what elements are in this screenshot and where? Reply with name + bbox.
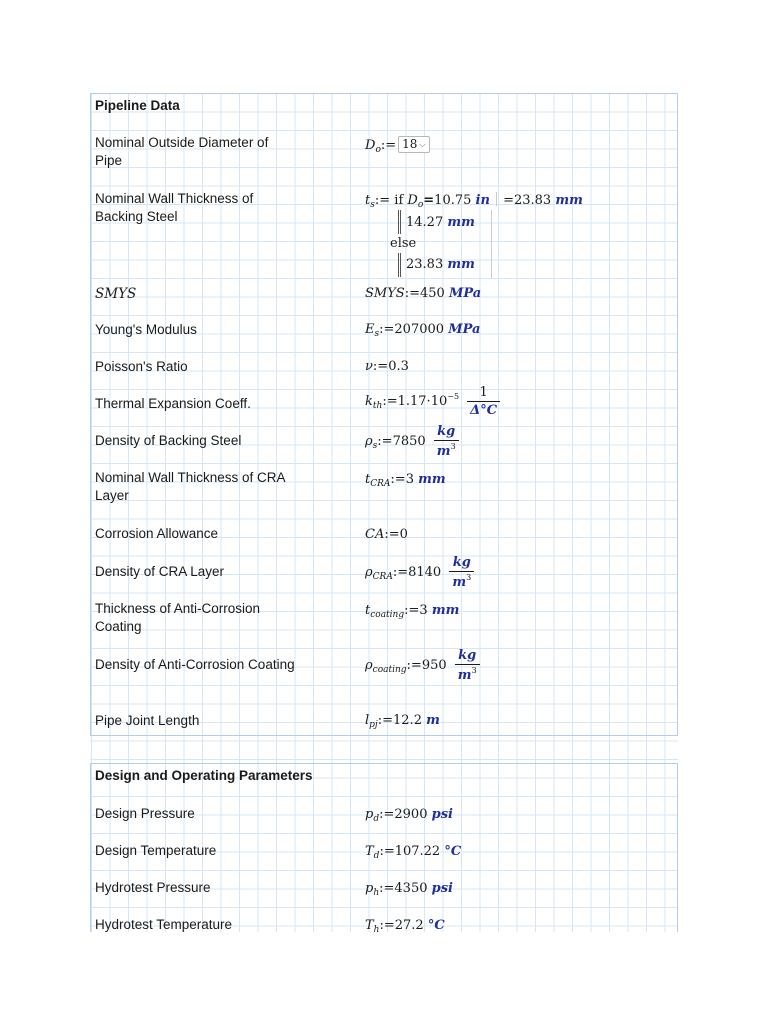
eq-density-cra[interactable]: $\rho_{CRA}:=8140$ $\frac{kg}{m^3}$ (365, 555, 474, 590)
eq-poisson[interactable]: ν:=0.3 (365, 359, 409, 374)
program-right-edge (491, 210, 492, 278)
label-density-cra: Density of CRA Layer (95, 564, 225, 579)
region-gap (90, 736, 678, 763)
eq-outside-diameter[interactable]: $D_o:= 18$ ⌵ (365, 136, 430, 155)
section-title-design: Design and Operating Parameters (95, 768, 313, 783)
label-outside-diameter: Nominal Outside Diameter of Pipe (95, 135, 269, 168)
label-joint-length: Pipe Joint Length (95, 713, 200, 728)
eq-hydrotest-pressure[interactable]: $p_h:=4350$ psi (365, 881, 453, 898)
clipped-row-container (90, 912, 678, 932)
eq-branch-2: 23.83 mm (406, 257, 475, 272)
eq-cra-thickness[interactable]: $t_{CRA}:=3$ mm (365, 472, 446, 489)
label-hydrotest-temperature: Hydrotest Temperature (95, 917, 233, 932)
label-hydrotest-pressure: Hydrotest Pressure (95, 880, 211, 895)
eq-thermal-expansion[interactable]: $k_{th}:=1.17\cdot 10^{-5}$ $\frac{1}{\Delta^\circ C}$ (365, 385, 500, 418)
label-corrosion-allowance: Corrosion Allowance (95, 526, 219, 541)
eq-density-steel[interactable]: $\rho_s:=7850$ $\frac{kg}{m^3}$ (365, 424, 459, 459)
eq-wall-thickness[interactable]: $t_s:=$ if $D_o=10.75$ in =23.83 mm (365, 193, 583, 210)
label-poisson: Poisson's Ratio (95, 359, 188, 374)
eq-design-pressure[interactable]: $p_d:=2900$ psi (365, 807, 453, 824)
label-smys: SMYS (95, 286, 137, 302)
eq-design-temperature[interactable]: $T_d:=107.22$ °C (365, 844, 462, 861)
eq-youngs-modulus[interactable]: $E_s:=207000$ MPa (365, 322, 481, 339)
label-cra-thickness: Nominal Wall Thickness of CRA Layer (95, 470, 285, 503)
branch-bar-2 (398, 253, 401, 277)
chevron-down-icon: ⌵ (419, 140, 426, 149)
section-title-pipeline: Pipeline Data (95, 98, 180, 113)
label-density-steel: Density of Backing Steel (95, 433, 242, 448)
diameter-dropdown[interactable]: 18 ⌵ (398, 136, 429, 153)
branch-bar (398, 210, 401, 234)
label-thermal-expansion: Thermal Expansion Coeff. (95, 396, 251, 411)
eq-coating-thickness[interactable]: $t_{coating}:=3$ mm (365, 603, 460, 620)
eq-corrosion-allowance[interactable]: CA:=0 (365, 527, 408, 542)
eq-hydrotest-temperature[interactable]: $T_h:=27.2$ °C (365, 918, 445, 932)
label-wall-thickness: Nominal Wall Thickness of Backing Steel (95, 191, 254, 224)
eq-smys[interactable]: SMYS:=450 MPa (365, 286, 482, 301)
eq-branch-1: 14.27 mm (406, 215, 475, 230)
eq-density-coating[interactable]: $\rho_{coating}:=950$ $\frac{kg}{m^3}$ (365, 648, 480, 683)
region-divider (496, 192, 503, 206)
eq-joint-length[interactable]: $l_{pj}:=12.2$ m (365, 713, 440, 730)
label-youngs-modulus: Young's Modulus (95, 322, 197, 337)
label-density-coating: Density of Anti-Corrosion Coating (95, 657, 295, 672)
label-design-pressure: Design Pressure (95, 806, 195, 821)
label-coating-thickness: Thickness of Anti-Corrosion Coating (95, 601, 261, 634)
else-keyword: else (390, 236, 417, 251)
label-design-temperature: Design Temperature (95, 843, 217, 858)
